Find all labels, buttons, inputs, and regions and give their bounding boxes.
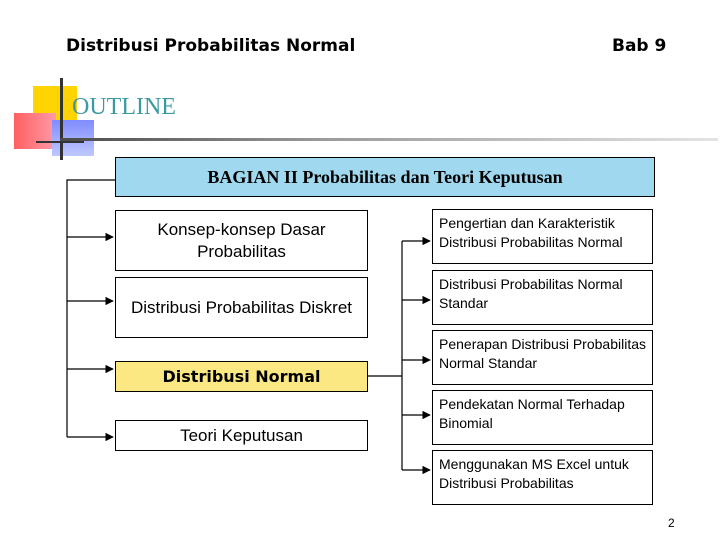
topic-distribusi-normal: Distribusi Normal (115, 361, 368, 392)
topic-konsep-dasar: Konsep-konsep Dasar Probabilitas (115, 210, 368, 271)
topic-distribusi-diskret: Distribusi Probabilitas Diskret (115, 277, 368, 338)
subtopic-ms-excel: Menggunakan MS Excel untuk Distribusi Probabilitas (432, 450, 653, 505)
subtopic-penerapan: Penerapan Distribusi Probabilitas Normal Standar (432, 330, 653, 385)
topic-teori-keputusan: Teori Keputusan (115, 420, 368, 451)
document-title: Distribusi Probabilitas Normal (66, 36, 356, 56)
subtopic-pengertian: Pengertian dan Karakteristik Distribusi Probabilitas Normal (432, 209, 653, 264)
subtopic-normal-standar: Distribusi Probabilitas Normal Standar (432, 270, 653, 325)
chapter-label: Bab 9 (612, 36, 667, 56)
left-bracket-line (67, 180, 115, 437)
outline-heading: OUTLINE (72, 94, 176, 120)
subtopic-pendekatan: Pendekatan Normal Terhadap Binomial (432, 390, 653, 445)
page-number: 2 (668, 516, 675, 530)
section-box: BAGIAN II Probabilitas dan Teori Keputusan (115, 157, 655, 197)
